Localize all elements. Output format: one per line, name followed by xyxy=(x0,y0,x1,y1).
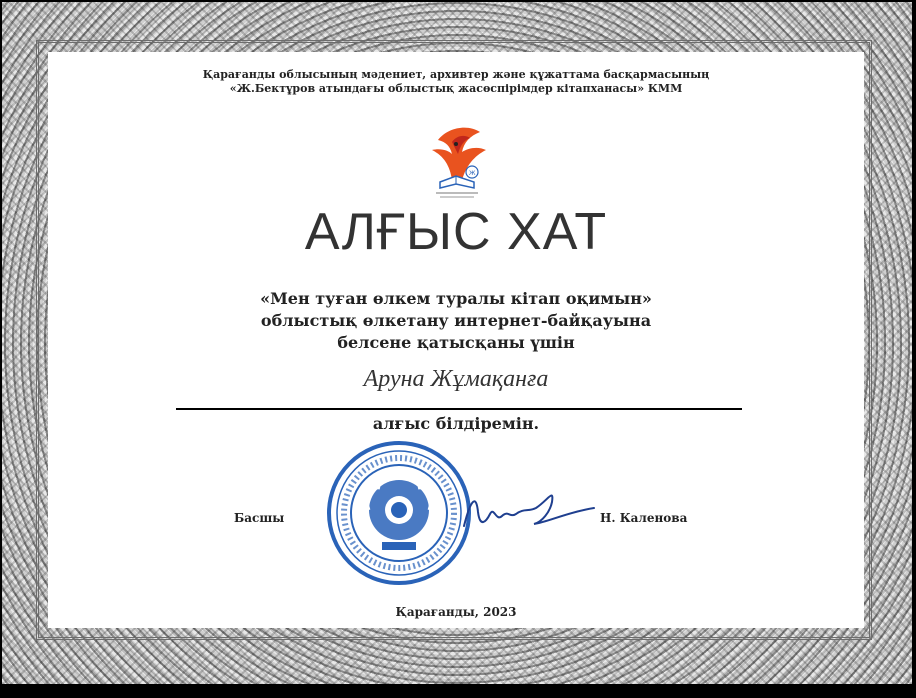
official-stamp-icon xyxy=(324,438,474,588)
reason-line-2: облыстық өлкетану интернет-байқауына xyxy=(260,311,652,330)
city-year: Қарағанды, 2023 xyxy=(395,605,517,619)
issuer-header xyxy=(48,68,864,96)
award-reason xyxy=(48,288,864,354)
recipient-underline xyxy=(176,408,742,410)
bottom-black-bar xyxy=(0,686,916,698)
thanks-text: алғыс білдіремін. xyxy=(372,414,540,433)
certificate-paper xyxy=(48,52,864,628)
eagle-book-logo-icon xyxy=(418,122,496,202)
reason-line-1: «Мен туған өлкем туралы кітап оқимын» xyxy=(260,289,652,308)
recipient-name: Аруна Жұмақанға xyxy=(363,366,549,392)
issuer-line-2: «Ж.Бектұров атындағы облыстық жасөспірімдер кітапханасы» КММ xyxy=(229,82,683,95)
issuer-line-1: Қарағанды облысының мәдениет, архивтер және құжаттама басқармасының xyxy=(202,68,710,81)
signatory-name: Н. Каленова xyxy=(600,511,688,525)
handwritten-signature-icon xyxy=(458,482,598,542)
signatory-role: Басшы xyxy=(234,511,285,525)
svg-text:Ж: Ж xyxy=(469,170,476,177)
certificate-title: АЛҒЫС ХАТ xyxy=(304,203,608,261)
reason-line-3: белсене қатысқаны үшін xyxy=(337,333,575,352)
